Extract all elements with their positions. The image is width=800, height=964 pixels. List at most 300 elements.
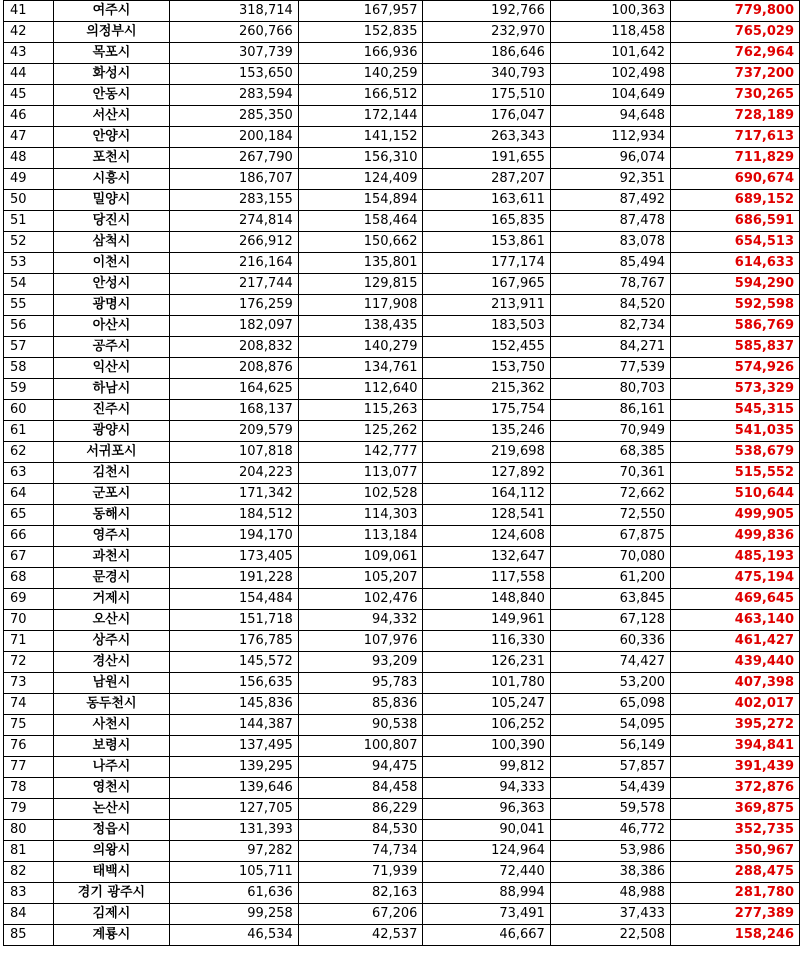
value-cell: 176,259	[169, 295, 298, 316]
value-cell: 175,510	[423, 85, 550, 106]
total-cell: 394,841	[671, 736, 800, 757]
total-cell: 538,679	[671, 442, 800, 463]
table-row	[4, 736, 800, 757]
table-row	[4, 841, 800, 862]
value-cell: 46,772	[550, 820, 670, 841]
value-cell: 215,362	[423, 379, 550, 400]
total-cell: 510,644	[671, 484, 800, 505]
value-cell: 158,464	[298, 211, 423, 232]
value-cell: 42,537	[298, 925, 423, 946]
city-name-cell: 안양시	[54, 127, 169, 148]
rank-cell: 44	[4, 64, 54, 85]
table-row	[4, 715, 800, 736]
rank-cell: 50	[4, 190, 54, 211]
city-name-cell: 화성시	[54, 64, 169, 85]
city-name-cell: 거제시	[54, 589, 169, 610]
value-cell: 118,458	[550, 22, 670, 43]
total-cell: 574,926	[671, 358, 800, 379]
table-row	[4, 358, 800, 379]
total-cell: 686,591	[671, 211, 800, 232]
value-cell: 97,282	[169, 841, 298, 862]
city-name-cell: 사천시	[54, 715, 169, 736]
total-cell: 592,598	[671, 295, 800, 316]
value-cell: 87,478	[550, 211, 670, 232]
value-cell: 167,965	[423, 274, 550, 295]
value-cell: 94,333	[423, 778, 550, 799]
value-cell: 219,698	[423, 442, 550, 463]
total-cell: 499,905	[671, 505, 800, 526]
table-row	[4, 211, 800, 232]
city-name-cell: 여주시	[54, 1, 169, 22]
rank-cell: 78	[4, 778, 54, 799]
table-row	[4, 820, 800, 841]
value-cell: 84,530	[298, 820, 423, 841]
total-cell: 439,440	[671, 652, 800, 673]
value-cell: 167,957	[298, 1, 423, 22]
city-name-cell: 안동시	[54, 85, 169, 106]
city-name-cell: 정읍시	[54, 820, 169, 841]
total-cell: 395,272	[671, 715, 800, 736]
value-cell: 129,815	[298, 274, 423, 295]
value-cell: 59,578	[550, 799, 670, 820]
value-cell: 209,579	[169, 421, 298, 442]
value-cell: 112,934	[550, 127, 670, 148]
table-row	[4, 547, 800, 568]
rank-cell: 57	[4, 337, 54, 358]
city-name-cell: 김제시	[54, 904, 169, 925]
rank-cell: 43	[4, 43, 54, 64]
city-name-cell: 동해시	[54, 505, 169, 526]
value-cell: 137,495	[169, 736, 298, 757]
value-cell: 191,655	[423, 148, 550, 169]
value-cell: 101,642	[550, 43, 670, 64]
value-cell: 153,750	[423, 358, 550, 379]
value-cell: 149,961	[423, 610, 550, 631]
city-name-cell: 나주시	[54, 757, 169, 778]
value-cell: 90,041	[423, 820, 550, 841]
value-cell: 93,209	[298, 652, 423, 673]
value-cell: 182,097	[169, 316, 298, 337]
table-row	[4, 673, 800, 694]
city-name-cell: 당진시	[54, 211, 169, 232]
table-row	[4, 589, 800, 610]
city-name-cell: 논산시	[54, 799, 169, 820]
value-cell: 70,361	[550, 463, 670, 484]
value-cell: 46,534	[169, 925, 298, 946]
value-cell: 67,875	[550, 526, 670, 547]
value-cell: 65,098	[550, 694, 670, 715]
value-cell: 94,648	[550, 106, 670, 127]
value-cell: 72,662	[550, 484, 670, 505]
value-cell: 99,258	[169, 904, 298, 925]
table-row	[4, 169, 800, 190]
city-name-cell: 동두천시	[54, 694, 169, 715]
value-cell: 173,405	[169, 547, 298, 568]
table-row	[4, 316, 800, 337]
rank-cell: 76	[4, 736, 54, 757]
value-cell: 152,835	[298, 22, 423, 43]
table-row	[4, 778, 800, 799]
table-row	[4, 1, 800, 22]
rank-cell: 77	[4, 757, 54, 778]
value-cell: 48,988	[550, 883, 670, 904]
value-cell: 105,247	[423, 694, 550, 715]
total-cell: 281,780	[671, 883, 800, 904]
total-cell: 277,389	[671, 904, 800, 925]
value-cell: 138,435	[298, 316, 423, 337]
value-cell: 156,310	[298, 148, 423, 169]
value-cell: 285,350	[169, 106, 298, 127]
value-cell: 263,343	[423, 127, 550, 148]
rank-cell: 42	[4, 22, 54, 43]
city-name-cell: 상주시	[54, 631, 169, 652]
table-row	[4, 904, 800, 925]
value-cell: 154,894	[298, 190, 423, 211]
value-cell: 213,911	[423, 295, 550, 316]
value-cell: 318,714	[169, 1, 298, 22]
value-cell: 166,512	[298, 85, 423, 106]
total-cell: 594,290	[671, 274, 800, 295]
value-cell: 83,078	[550, 232, 670, 253]
value-cell: 216,164	[169, 253, 298, 274]
value-cell: 46,667	[423, 925, 550, 946]
value-cell: 145,572	[169, 652, 298, 673]
value-cell: 150,662	[298, 232, 423, 253]
value-cell: 117,558	[423, 568, 550, 589]
value-cell: 102,476	[298, 589, 423, 610]
value-cell: 191,228	[169, 568, 298, 589]
city-name-cell: 공주시	[54, 337, 169, 358]
value-cell: 267,790	[169, 148, 298, 169]
value-cell: 232,970	[423, 22, 550, 43]
city-name-cell: 의정부시	[54, 22, 169, 43]
total-cell: 614,633	[671, 253, 800, 274]
value-cell: 84,271	[550, 337, 670, 358]
value-cell: 101,780	[423, 673, 550, 694]
rank-cell: 71	[4, 631, 54, 652]
value-cell: 135,246	[423, 421, 550, 442]
value-cell: 80,703	[550, 379, 670, 400]
value-cell: 99,812	[423, 757, 550, 778]
value-cell: 114,303	[298, 505, 423, 526]
rank-cell: 84	[4, 904, 54, 925]
table-body	[4, 1, 800, 946]
city-name-cell: 군포시	[54, 484, 169, 505]
total-cell: 352,735	[671, 820, 800, 841]
value-cell: 117,908	[298, 295, 423, 316]
value-cell: 70,080	[550, 547, 670, 568]
value-cell: 61,636	[169, 883, 298, 904]
rank-cell: 80	[4, 820, 54, 841]
value-cell: 124,409	[298, 169, 423, 190]
rank-cell: 72	[4, 652, 54, 673]
table-row	[4, 337, 800, 358]
rank-cell: 68	[4, 568, 54, 589]
city-name-cell: 계룡시	[54, 925, 169, 946]
value-cell: 171,342	[169, 484, 298, 505]
value-cell: 125,262	[298, 421, 423, 442]
table-row	[4, 421, 800, 442]
value-cell: 68,385	[550, 442, 670, 463]
value-cell: 56,149	[550, 736, 670, 757]
total-cell: 463,140	[671, 610, 800, 631]
value-cell: 168,137	[169, 400, 298, 421]
city-name-cell: 이천시	[54, 253, 169, 274]
total-cell: 728,189	[671, 106, 800, 127]
value-cell: 37,433	[550, 904, 670, 925]
value-cell: 95,783	[298, 673, 423, 694]
total-cell: 391,439	[671, 757, 800, 778]
value-cell: 208,876	[169, 358, 298, 379]
value-cell: 105,207	[298, 568, 423, 589]
total-cell: 711,829	[671, 148, 800, 169]
value-cell: 88,994	[423, 883, 550, 904]
table-row	[4, 442, 800, 463]
table-row	[4, 757, 800, 778]
rank-cell: 45	[4, 85, 54, 106]
city-name-cell: 서귀포시	[54, 442, 169, 463]
city-name-cell: 포천시	[54, 148, 169, 169]
value-cell: 186,707	[169, 169, 298, 190]
value-cell: 192,766	[423, 1, 550, 22]
table-row	[4, 799, 800, 820]
value-cell: 72,550	[550, 505, 670, 526]
rank-cell: 60	[4, 400, 54, 421]
table-row	[4, 148, 800, 169]
value-cell: 73,491	[423, 904, 550, 925]
rank-cell: 56	[4, 316, 54, 337]
value-cell: 283,594	[169, 85, 298, 106]
rank-cell: 41	[4, 1, 54, 22]
table-row	[4, 463, 800, 484]
rank-cell: 47	[4, 127, 54, 148]
city-name-cell: 영주시	[54, 526, 169, 547]
table-row	[4, 883, 800, 904]
value-cell: 153,650	[169, 64, 298, 85]
value-cell: 63,845	[550, 589, 670, 610]
total-cell: 765,029	[671, 22, 800, 43]
table-row	[4, 22, 800, 43]
value-cell: 194,170	[169, 526, 298, 547]
value-cell: 175,754	[423, 400, 550, 421]
value-cell: 86,161	[550, 400, 670, 421]
value-cell: 84,520	[550, 295, 670, 316]
city-name-cell: 오산시	[54, 610, 169, 631]
value-cell: 217,744	[169, 274, 298, 295]
total-cell: 515,552	[671, 463, 800, 484]
rank-cell: 73	[4, 673, 54, 694]
table-row	[4, 85, 800, 106]
rank-cell: 82	[4, 862, 54, 883]
total-cell: 499,836	[671, 526, 800, 547]
table-row	[4, 232, 800, 253]
value-cell: 140,279	[298, 337, 423, 358]
value-cell: 186,646	[423, 43, 550, 64]
total-cell: 654,513	[671, 232, 800, 253]
city-name-cell: 문경시	[54, 568, 169, 589]
value-cell: 127,705	[169, 799, 298, 820]
city-name-cell: 아산시	[54, 316, 169, 337]
value-cell: 109,061	[298, 547, 423, 568]
table-row	[4, 505, 800, 526]
rank-cell: 75	[4, 715, 54, 736]
city-name-cell: 영천시	[54, 778, 169, 799]
value-cell: 131,393	[169, 820, 298, 841]
city-name-cell: 시흥시	[54, 169, 169, 190]
table-row	[4, 253, 800, 274]
value-cell: 82,163	[298, 883, 423, 904]
city-name-cell: 보령시	[54, 736, 169, 757]
value-cell: 113,077	[298, 463, 423, 484]
total-cell: 369,875	[671, 799, 800, 820]
value-cell: 163,611	[423, 190, 550, 211]
value-cell: 266,912	[169, 232, 298, 253]
value-cell: 124,608	[423, 526, 550, 547]
value-cell: 70,949	[550, 421, 670, 442]
total-cell: 545,315	[671, 400, 800, 421]
value-cell: 208,832	[169, 337, 298, 358]
total-cell: 350,967	[671, 841, 800, 862]
value-cell: 166,936	[298, 43, 423, 64]
value-cell: 183,503	[423, 316, 550, 337]
value-cell: 132,647	[423, 547, 550, 568]
value-cell: 164,625	[169, 379, 298, 400]
rank-cell: 52	[4, 232, 54, 253]
value-cell: 148,840	[423, 589, 550, 610]
total-cell: 737,200	[671, 64, 800, 85]
city-name-cell: 과천시	[54, 547, 169, 568]
city-name-cell: 광양시	[54, 421, 169, 442]
rank-cell: 83	[4, 883, 54, 904]
table-row	[4, 568, 800, 589]
value-cell: 176,785	[169, 631, 298, 652]
total-cell: 762,964	[671, 43, 800, 64]
value-cell: 96,363	[423, 799, 550, 820]
rank-cell: 81	[4, 841, 54, 862]
total-cell: 690,674	[671, 169, 800, 190]
city-name-cell: 서산시	[54, 106, 169, 127]
rank-cell: 55	[4, 295, 54, 316]
value-cell: 124,964	[423, 841, 550, 862]
value-cell: 53,986	[550, 841, 670, 862]
value-cell: 53,200	[550, 673, 670, 694]
rank-cell: 79	[4, 799, 54, 820]
value-cell: 100,807	[298, 736, 423, 757]
value-cell: 105,711	[169, 862, 298, 883]
table-row	[4, 64, 800, 85]
rank-cell: 46	[4, 106, 54, 127]
value-cell: 74,427	[550, 652, 670, 673]
value-cell: 142,777	[298, 442, 423, 463]
value-cell: 85,836	[298, 694, 423, 715]
city-ranking-table	[3, 0, 800, 946]
value-cell: 107,976	[298, 631, 423, 652]
rank-cell: 51	[4, 211, 54, 232]
value-cell: 152,455	[423, 337, 550, 358]
value-cell: 307,739	[169, 43, 298, 64]
value-cell: 107,818	[169, 442, 298, 463]
city-name-cell: 안성시	[54, 274, 169, 295]
table-row	[4, 400, 800, 421]
rank-cell: 48	[4, 148, 54, 169]
rank-cell: 64	[4, 484, 54, 505]
city-name-cell: 광명시	[54, 295, 169, 316]
value-cell: 165,835	[423, 211, 550, 232]
value-cell: 204,223	[169, 463, 298, 484]
rank-cell: 59	[4, 379, 54, 400]
table-row	[4, 274, 800, 295]
total-cell: 475,194	[671, 568, 800, 589]
value-cell: 90,538	[298, 715, 423, 736]
value-cell: 116,330	[423, 631, 550, 652]
table-row	[4, 484, 800, 505]
table-row	[4, 295, 800, 316]
total-cell: 485,193	[671, 547, 800, 568]
value-cell: 134,761	[298, 358, 423, 379]
total-cell: 586,769	[671, 316, 800, 337]
rank-cell: 74	[4, 694, 54, 715]
table-row	[4, 694, 800, 715]
value-cell: 54,439	[550, 778, 670, 799]
value-cell: 176,047	[423, 106, 550, 127]
value-cell: 102,528	[298, 484, 423, 505]
city-name-cell: 경기 광주시	[54, 883, 169, 904]
value-cell: 71,939	[298, 862, 423, 883]
city-name-cell: 태백시	[54, 862, 169, 883]
city-name-cell: 김천시	[54, 463, 169, 484]
value-cell: 128,541	[423, 505, 550, 526]
value-cell: 112,640	[298, 379, 423, 400]
city-name-cell: 남원시	[54, 673, 169, 694]
value-cell: 115,263	[298, 400, 423, 421]
value-cell: 260,766	[169, 22, 298, 43]
rank-cell: 53	[4, 253, 54, 274]
value-cell: 139,295	[169, 757, 298, 778]
value-cell: 96,074	[550, 148, 670, 169]
value-cell: 104,649	[550, 85, 670, 106]
rank-cell: 67	[4, 547, 54, 568]
rank-cell: 49	[4, 169, 54, 190]
table-row	[4, 127, 800, 148]
total-cell: 158,246	[671, 925, 800, 946]
value-cell: 102,498	[550, 64, 670, 85]
value-cell: 151,718	[169, 610, 298, 631]
city-name-cell: 목포시	[54, 43, 169, 64]
total-cell: 469,645	[671, 589, 800, 610]
rank-cell: 58	[4, 358, 54, 379]
value-cell: 283,155	[169, 190, 298, 211]
city-name-cell: 익산시	[54, 358, 169, 379]
value-cell: 164,112	[423, 484, 550, 505]
total-cell: 407,398	[671, 673, 800, 694]
value-cell: 100,363	[550, 1, 670, 22]
value-cell: 106,252	[423, 715, 550, 736]
value-cell: 74,734	[298, 841, 423, 862]
value-cell: 54,095	[550, 715, 670, 736]
total-cell: 779,800	[671, 1, 800, 22]
total-cell: 689,152	[671, 190, 800, 211]
total-cell: 372,876	[671, 778, 800, 799]
value-cell: 61,200	[550, 568, 670, 589]
total-cell: 585,837	[671, 337, 800, 358]
value-cell: 139,646	[169, 778, 298, 799]
value-cell: 274,814	[169, 211, 298, 232]
value-cell: 172,144	[298, 106, 423, 127]
value-cell: 82,734	[550, 316, 670, 337]
total-cell: 730,265	[671, 85, 800, 106]
value-cell: 140,259	[298, 64, 423, 85]
value-cell: 135,801	[298, 253, 423, 274]
